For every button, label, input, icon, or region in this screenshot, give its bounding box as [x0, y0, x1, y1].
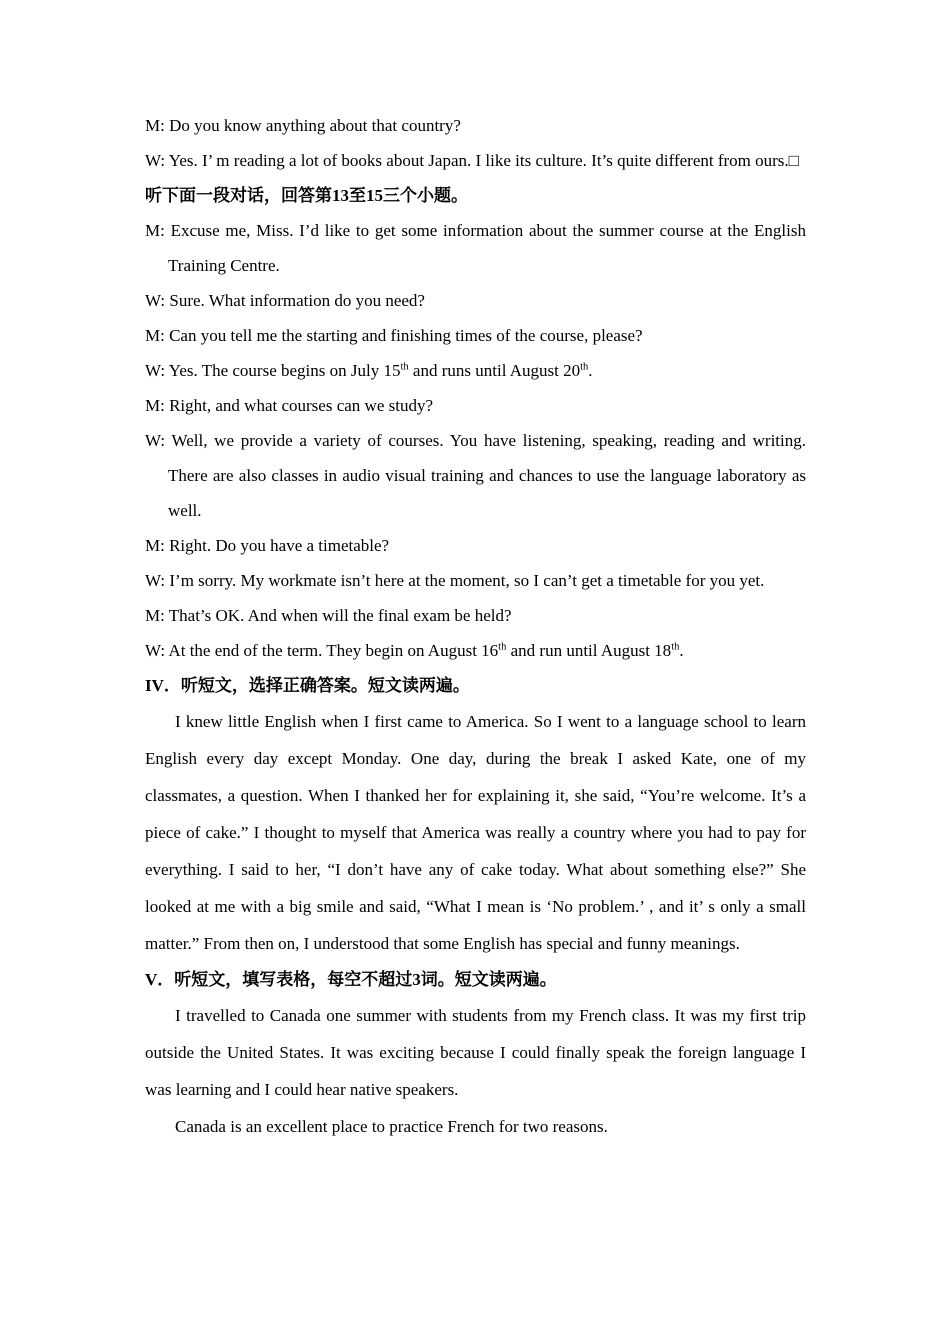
ordinal-superscript: th — [498, 641, 507, 653]
dialogue-line: M: Can you tell me the starting and finishing times of the course, please? — [145, 326, 643, 345]
dialogue-line: W: Well, we provide a variety of courses. You have listening, speaking, reading and writing. There are also classes in audio visual training and chances to use the language laboratory as well. — [145, 431, 806, 520]
transcript-paragraph: I travelled to Canada one summer with students from my French class. It was my first trip outside the United States. It was exciting because I could finally speak the foreign language I was learning and I could hear native speakers. — [145, 1006, 806, 1099]
transcript-paragraph: Canada is an excellent place to practice French for two reasons. — [175, 1117, 608, 1136]
dialogue-line: W: At the end of the term. They begin on August 16th and run until August 18th. — [145, 641, 684, 660]
dialogue-line: W: Yes. The course begins on July 15th and runs until August 20th. — [145, 361, 593, 380]
section-heading-part-5: V．听短文，填写表格，每空不超过3词。短文读两遍。 — [145, 970, 557, 989]
ordinal-superscript: th — [580, 361, 589, 373]
section-heading-part-4: IV．听短文，选择正确答案。短文读两遍。 — [145, 676, 470, 695]
section-heading-dialogue-13-15: 听下面一段对话，回答第13至15三个小题。 — [145, 186, 468, 205]
document-content — [145, 108, 806, 1145]
dialogue-line: W: I’m sorry. My workmate isn’t here at the moment, so I can’t get a timetable for you yet. — [145, 571, 765, 590]
dialogue-line: W: Sure. What information do you need? — [145, 291, 425, 310]
ordinal-superscript: th — [400, 361, 409, 373]
dialogue-line: M: Excuse me, Miss. I’d like to get some information about the summer course at the English Training Centre. — [145, 221, 806, 275]
transcript-paragraph: I knew little English when I first came to America. So I went to a language school to learn English every day except Monday. One day, during the break I asked Kate, one of my classmates, a question. When I thanked her for explaining it, she said, “You’re welcome. It’s a piece of cake.” I thought to myself that America was really a country where you had to pay for everything. I said to her, “I don’t have any of cake today. What about something else?” She looked at me with a big smile and said, “What I mean is ‘No problem.’ , and it’ s only a small matter.” From then on, I understood that some English has special and funny meanings. — [145, 712, 806, 953]
dialogue-line: M: That’s OK. And when will the final exam be held? — [145, 606, 512, 625]
dialogue-line: W: Yes. I’ m reading a lot of books about Japan. I like its culture. It’s quite different from ours.□ — [145, 151, 799, 170]
dialogue-line: M: Right, and what courses can we study? — [145, 396, 433, 415]
ordinal-superscript: th — [671, 641, 680, 653]
dialogue-line: M: Right. Do you have a timetable? — [145, 536, 390, 555]
dialogue-line: M: Do you know anything about that country? — [145, 116, 461, 135]
